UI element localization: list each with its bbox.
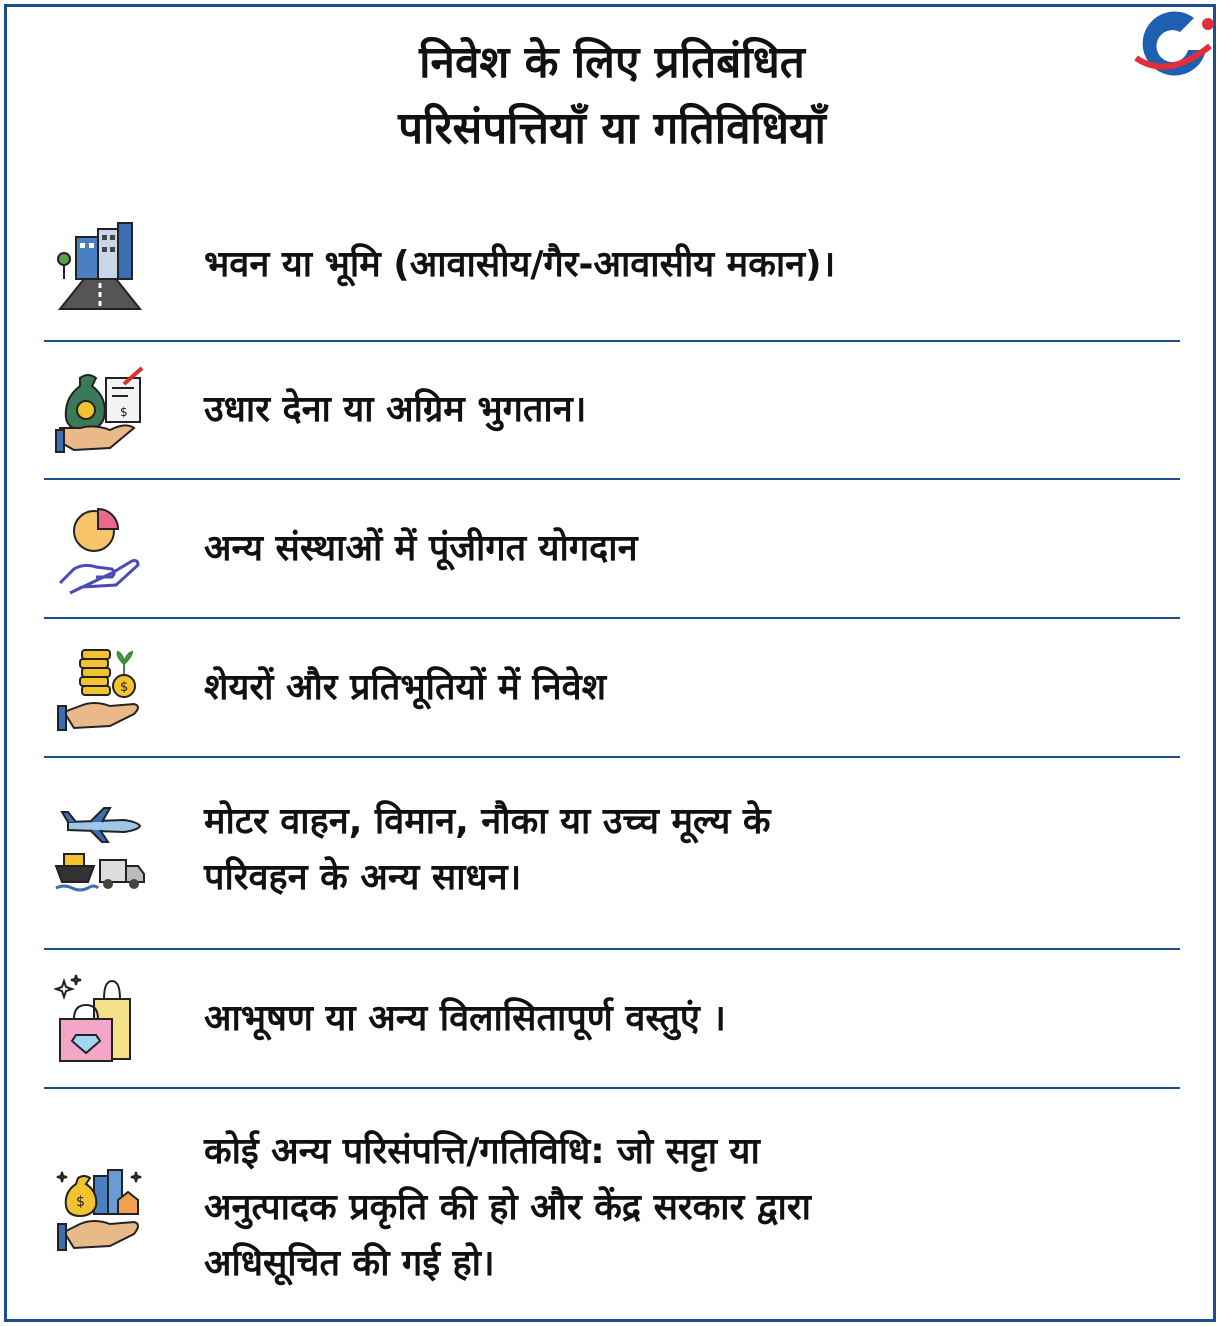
svg-text:$: $ (120, 680, 129, 695)
item-text-line: मोटर वाहन, विमान, नौका या उच्च मूल्य के (204, 801, 771, 842)
item-text-line: भवन या भूमि (आवासीय/गैर-आवासीय मकान)। (204, 244, 836, 285)
list-item (44, 770, 1180, 930)
list-item (44, 1120, 1180, 1295)
item-text-line: अधिसूचित की गई हो। (204, 1242, 495, 1284)
money-bag-loan-icon (44, 360, 156, 460)
title-line-1: निवेश के लिए प्रतिबंधित (419, 37, 805, 88)
list-item (44, 623, 1180, 753)
list-item (44, 954, 1180, 1084)
item-text (204, 660, 606, 716)
item-text-line: आभूषण या अन्य विलासितापूर्ण वस्तुएं । (204, 998, 726, 1039)
coins-investment-icon (44, 638, 156, 738)
item-text (204, 1124, 811, 1292)
item-text (204, 521, 638, 577)
item-text-line: अनुत्पादक प्रकृति की हो और केंद्र सरकार द्वारा (204, 1186, 811, 1228)
list-item (44, 345, 1180, 475)
hand-assets-icon (44, 1158, 156, 1258)
divider (44, 1087, 1180, 1089)
hand-pie-chart-icon (44, 499, 156, 599)
svg-text:$: $ (76, 1193, 85, 1210)
svg-text:$: $ (120, 405, 128, 419)
vehicles-transport-icon (44, 800, 156, 900)
list-item (44, 200, 1180, 330)
item-text-line: कोई अन्य परिसंपत्ति/गतिविधि: जो सट्टा या (204, 1130, 760, 1172)
city-buildings-icon (44, 215, 156, 315)
item-text-line: अन्य संस्थाओं में पूंजीगत योगदान (204, 528, 638, 569)
item-text-line: उधार देना या अग्रिम भुगतान। (204, 389, 587, 430)
divider (44, 617, 1180, 619)
item-text (204, 382, 586, 438)
item-text (204, 237, 835, 293)
item-text-line: शेयरों और प्रतिभूतियों में निवेश (204, 667, 607, 708)
item-text-line: परिवहन के अन्य साधन। (204, 857, 522, 898)
title-line-2: परिसंपत्तियाँ या गतिविधियाँ (398, 103, 826, 154)
list-item (44, 484, 1180, 614)
divider (44, 948, 1180, 950)
divider (44, 340, 1180, 342)
divider (44, 478, 1180, 480)
item-text (204, 794, 771, 906)
divider (44, 756, 1180, 758)
page-title (0, 30, 1224, 162)
item-text (204, 991, 726, 1047)
jewellery-shopping-icon (44, 969, 156, 1069)
